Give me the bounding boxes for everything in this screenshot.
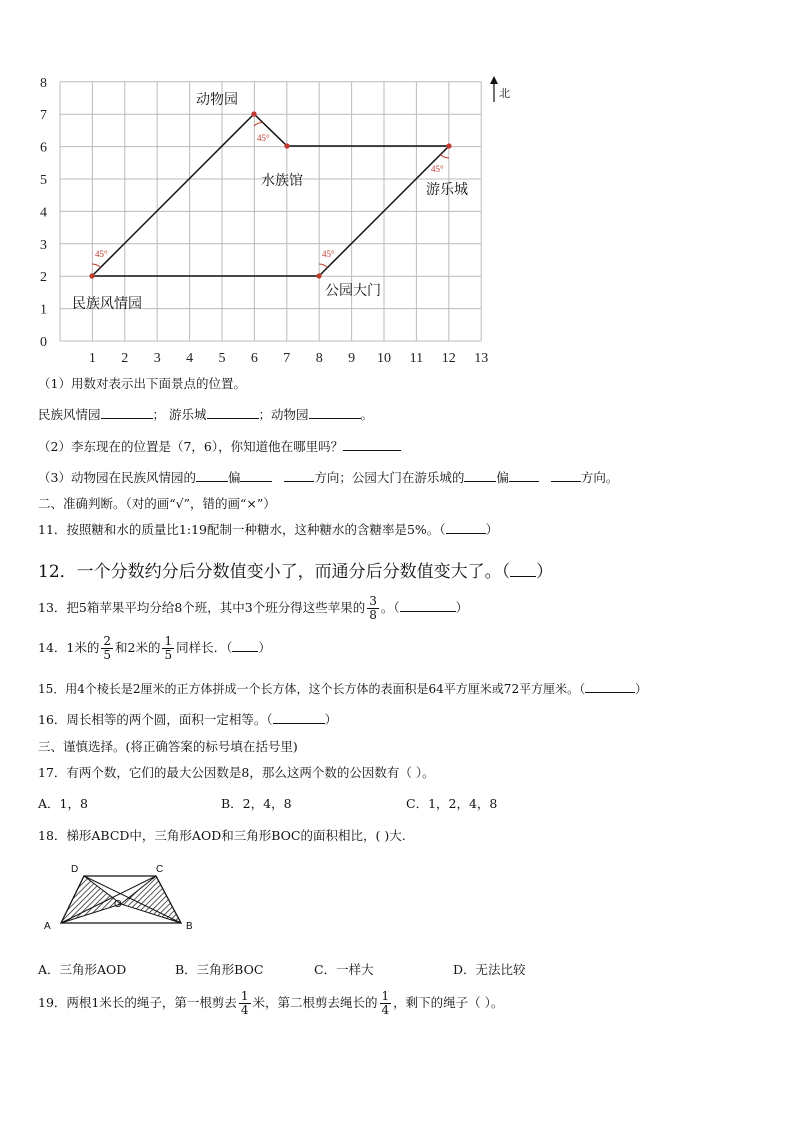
angle-marks [92,122,449,267]
answer-blank[interactable] [343,450,401,451]
point-gate [316,273,321,278]
question-13: 13．把5箱苹果平均分给8个班，其中3个班分得这些苹果的 $\frac{3}{8}$ 。（ ） [38,594,469,622]
vertex-label-c: C [156,864,164,875]
point-aquarium [284,143,289,148]
angle-label-ethnic: 45° [95,249,108,259]
answer-blank[interactable] [446,533,486,534]
answer-blank[interactable] [284,481,314,482]
y-tick-label: 2 [40,270,47,286]
answer-blank[interactable] [207,418,259,419]
y-tick-label: 1 [40,302,47,318]
answer-blank[interactable] [309,418,361,419]
y-tick-label: 6 [40,140,47,156]
angle-label-zoo: 45° [257,133,270,143]
x-tick-label: 8 [315,351,323,366]
fraction-1-4: $\frac{1}{4}$ [240,989,249,1017]
q18-option-b[interactable]: B．三角形BOC [175,962,264,977]
point-zoo [251,111,256,116]
angle-arc-zoo [254,122,263,126]
x-tick-label: 5 [218,351,226,366]
y-tick-label: 0 [40,335,47,350]
q18-option-d[interactable]: D．无法比较 [453,962,526,977]
vertex-label-o: O [114,899,122,910]
question-14: 14．1米的 $\frac{2}{5}$ 和2米的 $\frac{1}{5}$ 同样长．（ ） [38,634,271,662]
point-ethnic [89,273,94,278]
y-tick-label: 7 [40,108,47,124]
label-amusement: 游乐城 [426,183,468,198]
x-axis-labels [89,351,488,366]
q17-option-a[interactable]: A．1，8 [38,796,88,811]
x-tick-label: 1 [88,351,96,366]
fraction-1-5: $\frac{1}{5}$ [164,634,173,662]
q17-option-b[interactable]: B．2，4，8 [221,796,292,811]
q-map-part1-answers: 民族风情园 ； 游乐城 ；动物园 。 [38,407,374,422]
answer-blank[interactable] [101,418,153,419]
route-points [89,111,451,278]
label-zoo: 动物园 [196,93,238,108]
angle-label-amusement: 45° [431,164,444,174]
angle-label-gate: 45° [322,249,335,259]
answer-blank[interactable] [509,481,539,482]
answer-blank[interactable] [464,481,496,482]
angle-arc-amusement [441,155,450,159]
q17-option-c[interactable]: C．1，2，4，8 [406,796,498,811]
x-tick-label: 3 [153,351,161,366]
north-arrow-icon [490,76,498,102]
answer-blank[interactable] [196,481,228,482]
x-tick-label: 9 [348,351,356,366]
y-axis-labels [40,76,47,350]
x-tick-label: 12 [441,351,456,366]
question-18: 18．梯形ABCD中，三角形AOD和三角形BOC的面积相比，( )大. [38,828,406,843]
angle-arc-ethnic [92,264,101,268]
x-tick-label: 2 [121,351,129,366]
triangle-aod [61,876,121,923]
answer-blank[interactable] [585,692,635,693]
answer-blank[interactable] [240,481,272,482]
section-3-heading: 三、谨慎选择。(将正确答案的标号填在括号里) [38,739,298,754]
x-tick-label: 6 [250,351,258,366]
label-ethnic: 民族风情园 [72,297,142,312]
answer-blank[interactable] [273,723,325,724]
answer-blank[interactable] [510,576,536,577]
x-tick-label: 4 [186,351,194,366]
trapezoid-figure [36,856,206,936]
vertex-label-b: B [186,921,193,932]
q18-option-a[interactable]: A．三角形AOD [38,962,127,977]
y-tick-label: 3 [40,237,47,253]
answer-blank[interactable] [400,611,456,612]
answer-blank[interactable] [232,651,258,652]
y-tick-label: 5 [40,173,47,188]
section-2-heading: 二、准确判断。（对的画“√”，错的画“×”） [38,496,276,511]
route-path [92,114,449,276]
q-map-part1: （1）用数对表示出下面景点的位置。 [38,376,246,391]
question-12: 12．一个分数约分后分数值变小了，而通分后分数值变大了。（ ） [38,562,554,582]
fraction-1-4: $\frac{1}{4}$ [381,989,390,1017]
answer-blank[interactable] [551,481,581,482]
x-tick-label: 13 [474,351,489,366]
vertex-label-a: A [44,921,51,932]
y-tick-label: 4 [40,205,47,221]
x-tick-label: 11 [409,351,424,366]
triangle-boc [121,876,181,923]
fraction-2-5: $\frac{2}{5}$ [103,634,111,662]
q18-option-c[interactable]: C．一样大 [314,962,374,977]
label-gate: 公园大门 [325,284,381,299]
fraction-3-8: $\frac{3}{8}$ [369,594,377,622]
question-17: 17．有两个数，它们的最大公因数是8，那么这两个数的公因数有（ ）。 [38,765,435,780]
question-15: 15．用4个棱长是2厘米的正方体拼成一个长方体，这个长方体的表面积是64平方厘米或72平方厘米。（ ） [38,682,648,696]
x-tick-label: 7 [283,351,291,366]
label-aquarium: 水族馆 [261,174,303,189]
map-grid-figure [0,0,794,380]
vertex-label-d: D [71,864,79,875]
y-tick-label: 8 [40,75,47,91]
x-tick-label: 10 [377,351,391,366]
question-19: 19．两根1米长的绳子，第一根剪去 $\frac{1}{4}$ 米，第二根剪去绳长的 $\frac{1}{4}$ ，剩下的绳子（ ）。 [38,989,504,1017]
question-11: 11．按照糖和水的质量比1:19配制一种糖水，这种糖水的含糖率是5%。（ ） [38,522,499,537]
point-amusement [446,143,451,148]
q-map-part2: （2）李东现在的位置是（7，6），你知道他在哪里吗？ [38,437,401,455]
north-label: 北 [499,88,510,100]
q-map-part3: （3）动物园在民族风情园的 偏 方向；公园大门在游乐城的 偏 方向。 [38,470,619,485]
question-16: 16．周长相等的两个圆，面积一定相等。（ ） [38,712,338,727]
angle-arc-gate [319,264,328,268]
